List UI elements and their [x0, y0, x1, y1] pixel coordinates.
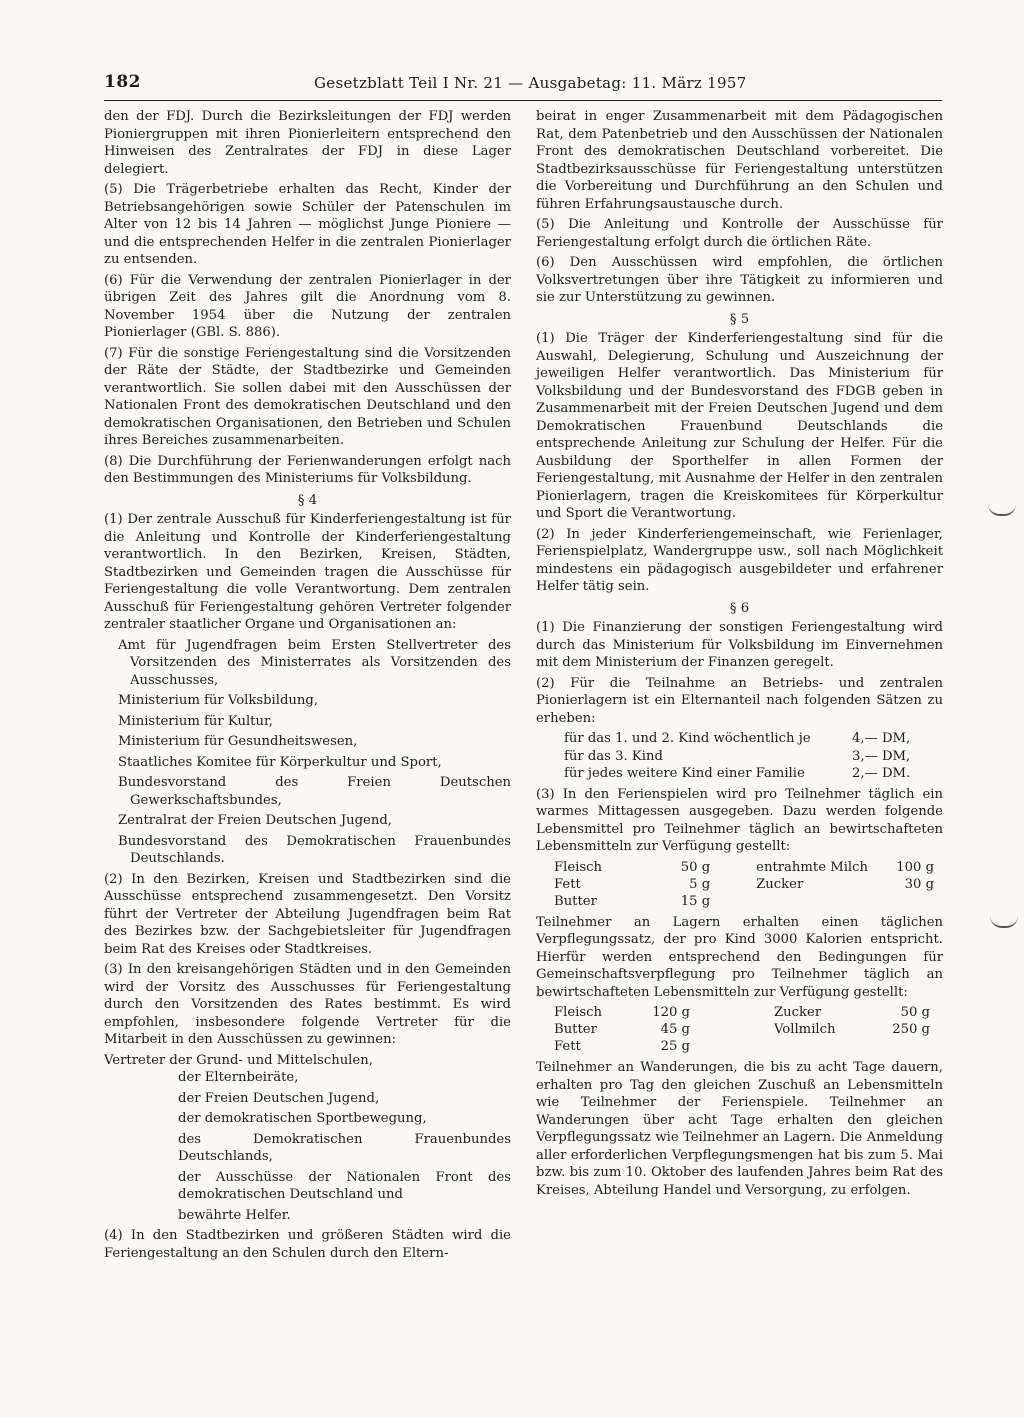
list-item: des Demokratischen Frauenbundes Deutschlands,	[178, 1131, 511, 1164]
list-item: bewährte Helfer.	[178, 1207, 291, 1223]
list-item: Amt für Jugendfragen beim Ersten Stellvertreter des Vorsitzenden des Ministerrates als Vorsitzenden des Ausschusses,	[118, 637, 511, 688]
list-item: Zentralrat der Freien Deutschen Jugend,	[118, 813, 392, 828]
section-heading-4: § 4	[297, 492, 318, 508]
organisations-list	[118, 637, 511, 868]
paragraph: (3) In den Ferienspielen wird pro Teilnehmer täglich ein warmes Mittagessen ausgegeben. Dazu werden folgende Lebensmittel pro Teilnehmer täglich an bewirtschafteten Lebensmitteln zur Verfügung gestellt:	[536, 786, 943, 854]
food-amount: 30 g	[904, 876, 935, 892]
fee-label: für das 3. Kind	[564, 748, 663, 764]
list-item: der Elternbeiräte,	[178, 1070, 299, 1085]
paragraph: (7) Für die sonstige Feriengestaltung sind die Vorsitzenden der Räte der Städte, der Stadtbezirke und Gemeinden verantwortlich. Sie sollen dabei mit den Ausschüssen der Nationalen Front des demokratischen Deutschland und den demokratischen Organisationen, den Betrieben und Schulen ihres Bereiches zusammenarbeiten.	[104, 345, 511, 448]
food-amount: 100 g	[896, 859, 935, 875]
food-item: Butter	[554, 893, 597, 909]
food-item	[690, 1038, 874, 1055]
paragraph: (4) In den Stadtbezirken und größeren Städten wird die Feriengestaltung an den Schulen durch den Eltern-	[104, 1228, 511, 1261]
list-item: der demokratischen Sportbewegung,	[178, 1111, 427, 1126]
food-amount: 25 g	[660, 1039, 690, 1054]
fee-table	[564, 730, 942, 783]
fee-row	[564, 748, 942, 766]
fee-amount: 2,— DM.	[852, 766, 911, 781]
paragraph: (6) Für die Verwendung der zentralen Pionierlager in der übrigen Zeit des Jahres gilt die Anordnung vom 8. November 1954 über die Nutzung der zentralen Pionierlager (GBl. S. 886).	[104, 272, 511, 340]
food-row	[554, 893, 934, 910]
list-item: Bundesvorstand des Freien Deutschen Gewerkschaftsbundes,	[118, 775, 511, 808]
food-table-ferienspiele	[554, 859, 934, 910]
paragraph: (1) Die Träger der Kinderferiengestaltung sind für die Auswahl, Delegierung, Schulung und Auszeichnung der jeweiligen Helfer verantwortlich. Das Ministerium für Volksbildung und der Bundesvorstand des FDGB geben in Zusammenarbeit mit der Freien Deutschen Jugend und dem Demokratischen Frauenbund Deutschlands die entsprechende Anleitung zur Schulung der Helfer. Für die Ausbildung der Sporthelfer in allen Formen der Feriengestaltung, mit Ausnahme der Helfer in den zentralen Pionierlagern, tragen die Kreiskomitees für Körperkultur und Sport die Verantwortung.	[536, 331, 943, 521]
paragraph: (5) Die Trägerbetriebe erhalten das Recht, Kinder der Betriebsangehörigen sowie Schüler der Patenschulen im Alter von 12 bis 14 Jahren — möglichst Junge Pioniere — und die entsprechenden Helfer in die zentralen Pionierlager zu entsenden.	[104, 182, 511, 267]
list-item: Staatliches Komitee für Körperkultur und Sport,	[118, 754, 442, 770]
margin-mark	[990, 916, 1018, 928]
list-item: der Ausschüsse der Nationalen Front des demokratischen Deutschland und	[178, 1169, 511, 1202]
section-heading-6: § 6	[729, 600, 750, 616]
page-header	[104, 72, 942, 101]
paragraph: (8) Die Durchführung der Ferienwanderungen erfolgt nach den Bestimmungen des Ministeriums für Volksbildung.	[104, 453, 511, 486]
food-amount: 50 g	[900, 1005, 930, 1020]
paragraph: (6) Den Ausschüssen wird empfohlen, die örtlichen Volksvertretungen über ihre Tätigkeit zu informieren und sie zur Unterstützung zu gewinnen.	[536, 255, 943, 305]
food-row	[554, 1004, 934, 1021]
food-amount: 5 g	[689, 876, 711, 892]
paragraph: (3) In den kreisangehörigen Städten und in den Gemeinden wird der Vorsitz des Ausschusses für Feriengestaltung durch den Vorsitzenden des Rates bestimmt. Es wird empfohlen, insbesondere folgende Vertreter für die Mitarbeit in den Ausschüssen zu gewinnen:	[104, 962, 511, 1047]
fee-amount: 3,— DM,	[852, 748, 911, 764]
margin-mark	[988, 504, 1016, 516]
fee-row	[564, 765, 942, 783]
paragraph: Teilnehmer an Lagern erhalten einen täglichen Verpflegungssatz, der pro Kind 3000 Kalorien entspricht. Hierfür werden entsprechend den Bedingungen für Gemeinschaftsverpflegung pro Teilnehmer täglich an bewirtschafteten Lebensmitteln zur Verfügung gestellt:	[536, 914, 943, 1000]
fee-label: für jedes weitere Kind einer Familie	[564, 766, 805, 781]
list-item: der Freien Deutschen Jugend,	[178, 1090, 380, 1106]
paragraph: (2) Für die Teilnahme an Betriebs- und zentralen Pionierlagern ist ein Elternanteil nach folgenden Sätzen zu erheben:	[536, 675, 943, 726]
food-amount: 120 g	[652, 1005, 690, 1020]
food-table-lager	[554, 1004, 934, 1055]
food-row	[554, 876, 934, 893]
fee-amount: 4,— DM,	[852, 731, 911, 746]
list-item: Ministerium für Gesundheitswesen,	[118, 734, 358, 749]
paragraph: (5) Die Anleitung und Kontrolle der Ausschüsse für Feriengestaltung erfolgt durch die örtlichen Räte.	[536, 217, 943, 250]
food-item: Fett	[554, 1039, 581, 1054]
food-item: Butter	[554, 1022, 597, 1037]
right-column	[536, 108, 943, 1202]
food-item: Vollmilch	[774, 1022, 836, 1037]
fee-row	[564, 730, 942, 748]
paragraph: Teilnehmer an Wanderungen, die bis zu acht Tage dauern, erhalten pro Tag den gleichen Zuschuß an Lebensmitteln wie Teilnehmer der Ferienspiele. Teilnehmer an Wanderungen über acht Tage erhalten den gleichen Verpflegungssatz wie Teilnehmer an Lagern. Die Anmeldung aller erforderlichen Verpflegungsmengen hat bis zum 5. Mai bzw. bis zum 10. Oktober des laufenden Jahres beim Rat des Kreises, Abteilung Handel und Versorgung, zu erfolgen.	[536, 1060, 943, 1198]
paragraph: (1) Der zentrale Ausschuß für Kinderferiengestaltung ist für die Anleitung und Kontrolle der Kinderferiengestaltung verantwortlich. In den Bezirken, Kreisen, Städten, Stadtbezirken und Gemeinden tragen die Ausschüsse für Feriengestaltung die volle Verantwortung. Dem zentralen Ausschuß für Feriengestaltung gehören Vertreter folgender zentraler staatlicher Organe und Organisationen an:	[104, 512, 511, 632]
food-amount: 15 g	[680, 893, 711, 909]
header-title: Gesetzblatt Teil I Nr. 21 — Ausgabetag: 11. März 1957	[314, 74, 747, 92]
list-item: Bundesvorstand des Demokratischen Frauenbundes Deutschlands.	[118, 833, 511, 866]
food-row	[554, 1021, 934, 1038]
food-amount: 250 g	[892, 1022, 930, 1037]
food-item	[710, 893, 894, 910]
food-amount: 45 g	[660, 1022, 690, 1037]
food-item: Fett	[554, 876, 581, 892]
food-item: Fleisch	[554, 859, 603, 875]
paragraph: (2) In den Bezirken, Kreisen und Stadtbezirken sind die Ausschüsse entsprechend zusammengesetzt. Den Vorsitz führt der Vertreter der Abteilung Jugendfragen beim Rat des Bezirkes bzw. der Sachgebietsleiter für Jugendfragen beim Rat des Kreises oder Stadtkreises.	[104, 871, 511, 957]
page-number: 182	[104, 72, 141, 92]
food-item: entrahmte Milch	[756, 859, 869, 875]
fee-label: für das 1. und 2. Kind wöchentlich je	[564, 731, 811, 746]
food-amount	[894, 893, 934, 910]
section-heading-5: § 5	[729, 311, 750, 327]
representatives-list	[178, 1069, 511, 1224]
food-item: Zucker	[774, 1005, 822, 1020]
representatives-heading: Vertreter der Grund- und Mittelschulen,	[104, 1052, 373, 1068]
left-column	[104, 108, 511, 1265]
food-amount	[874, 1038, 930, 1055]
list-item: Ministerium für Kultur,	[118, 713, 273, 729]
list-item: Ministerium für Volksbildung,	[118, 693, 319, 708]
food-item: Zucker	[756, 876, 804, 892]
paragraph: (2) In jeder Kinderferiengemeinschaft, wie Ferienlager, Ferienspielplatz, Wandergruppe usw., soll nach Möglichkeit mindestens ein pädagogisch ausgebildeter und erfahrener Helfer tätig sein.	[536, 526, 943, 594]
food-row	[554, 859, 934, 876]
paragraph: (1) Die Finanzierung der sonstigen Feriengestaltung wird durch das Ministerium für Volksbildung im Einvernehmen mit dem Ministerium der Finanzen geregelt.	[536, 620, 943, 670]
paragraph: den der FDJ. Durch die Bezirksleitungen der FDJ werden Pioniergruppen mit ihren Pionierleitern entsprechend den Hinweisen des Zentralrates der FDJ in diese Lager delegiert.	[104, 109, 511, 177]
food-item: Fleisch	[554, 1005, 603, 1020]
food-amount: 50 g	[680, 859, 711, 875]
paragraph: beirat in enger Zusammenarbeit mit dem Pädagogischen Rat, dem Patenbetrieb und den Ausschüssen der Nationalen Front des demokratischen Deutschland vorbereitet. Die Stadtbezirksausschüsse für Feriengestaltung unterstützen die Vorbereitung und Durchführung an den Schulen und führen Erfahrungsaustausche durch.	[536, 109, 943, 212]
food-row	[554, 1038, 934, 1055]
